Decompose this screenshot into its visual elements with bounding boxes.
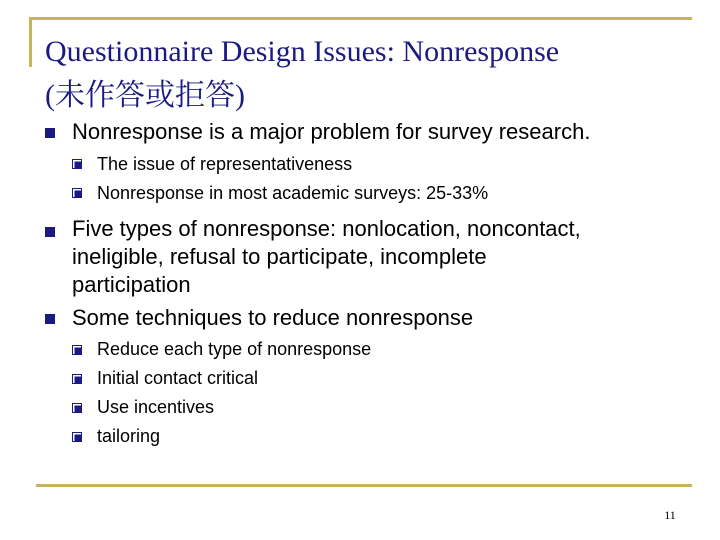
sub-bullet-3-2: Initial contact critical: [97, 368, 259, 388]
bullet-item-2: [72, 215, 702, 299]
hollow-square-bullet-icon: [72, 159, 82, 169]
sub-bullet-1-1: The issue of representativeness: [97, 154, 353, 174]
hollow-square-bullet-icon: [72, 374, 82, 384]
sub-bullet-3-4: tailoring: [97, 426, 161, 446]
hollow-square-bullet-icon: [72, 403, 82, 413]
square-bullet-icon: [45, 227, 55, 237]
slide-title-line-2: (未作答或拒答): [45, 79, 245, 112]
bullet-item-2-line-3: participation: [72, 272, 191, 297]
slide-title-line-1: Questionnaire Design Issues: Nonresponse: [45, 35, 560, 68]
square-bullet-icon: [45, 314, 55, 324]
sub-bullet-3-1: Reduce each type of nonresponse: [97, 339, 372, 359]
bullet-item-2-line-1: Five types of nonresponse: nonlocation, noncontact,: [72, 216, 581, 241]
hollow-square-bullet-icon: [72, 345, 82, 355]
page-number: 11: [664, 508, 676, 522]
hollow-square-bullet-icon: [72, 432, 82, 442]
sub-bullet-1-2: Nonresponse in most academic surveys: 25-33%: [97, 183, 489, 203]
bullet-item-1: Nonresponse is a major problem for survey research.: [72, 119, 591, 144]
bullet-item-2-line-2: ineligible, refusal to participate, incomplete: [72, 244, 487, 269]
square-bullet-icon: [45, 128, 55, 138]
bullet-item-3: Some techniques to reduce nonresponse: [72, 305, 474, 330]
hollow-square-bullet-icon: [72, 188, 82, 198]
sub-bullet-3-3: Use incentives: [97, 397, 215, 417]
